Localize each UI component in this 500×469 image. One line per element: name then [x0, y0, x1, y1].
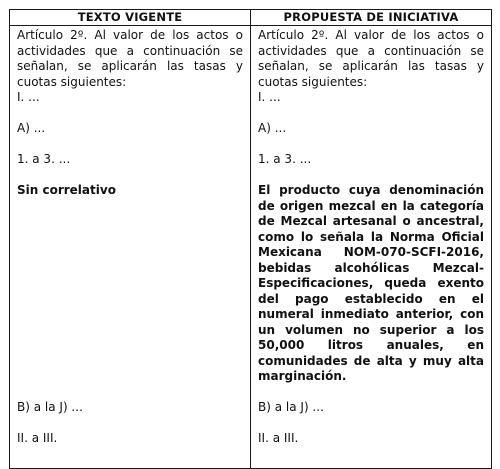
left-item-a: A) ... — [17, 121, 46, 135]
left-article-intro: Artículo 2º. Al valor de los actos o actividades que a continuación se señalan, se aplicarán las tasas y cuotas siguientes: — [17, 28, 243, 89]
left-item-ii-iii: II. a III. — [17, 430, 58, 445]
right-column-cell — [251, 26, 492, 469]
right-item-1-3: 1. a 3. ... — [258, 152, 312, 166]
left-item-roman-1: I. ... — [17, 90, 40, 104]
left-new-text: Sin correlativo — [17, 183, 116, 197]
left-item-1-3: 1. a 3. ... — [17, 152, 71, 166]
right-item-ii-iii: II. a III. — [258, 430, 299, 445]
header-row — [10, 10, 492, 26]
left-item-b-j: B) a la J) ... — [17, 399, 83, 414]
comparison-table — [9, 9, 492, 469]
right-article-intro: Artículo 2º. Al valor de los actos o actividades que a continuación se señalan, se aplicarán las tasas y cuotas siguientes: — [258, 28, 484, 89]
right-new-text: El producto cuya denominación de origen mezcal en la categoría de Mezcal artesanal o ancestral, como lo señala la Norma Oficial Mexicana NOM-070-SCFI-2016, bebidas alcohólicas Mezcal-Especificaciones, queda exento del pago establecido en el numeral inmediato anterior, con un volumen no superior a los 50,000 litros anuales, en comunidades de alta y muy alta marginación. — [258, 183, 484, 383]
right-item-b-j: B) a la J) ... — [258, 399, 324, 414]
content-row — [10, 26, 492, 469]
header-texto-vigente: TEXTO VIGENTE — [10, 10, 251, 26]
right-item-a: A) ... — [258, 121, 287, 135]
left-column-cell — [10, 26, 251, 469]
right-item-roman-1: I. ... — [258, 90, 281, 104]
header-propuesta-iniciativa: PROPUESTA DE INICIATIVA — [251, 10, 492, 26]
